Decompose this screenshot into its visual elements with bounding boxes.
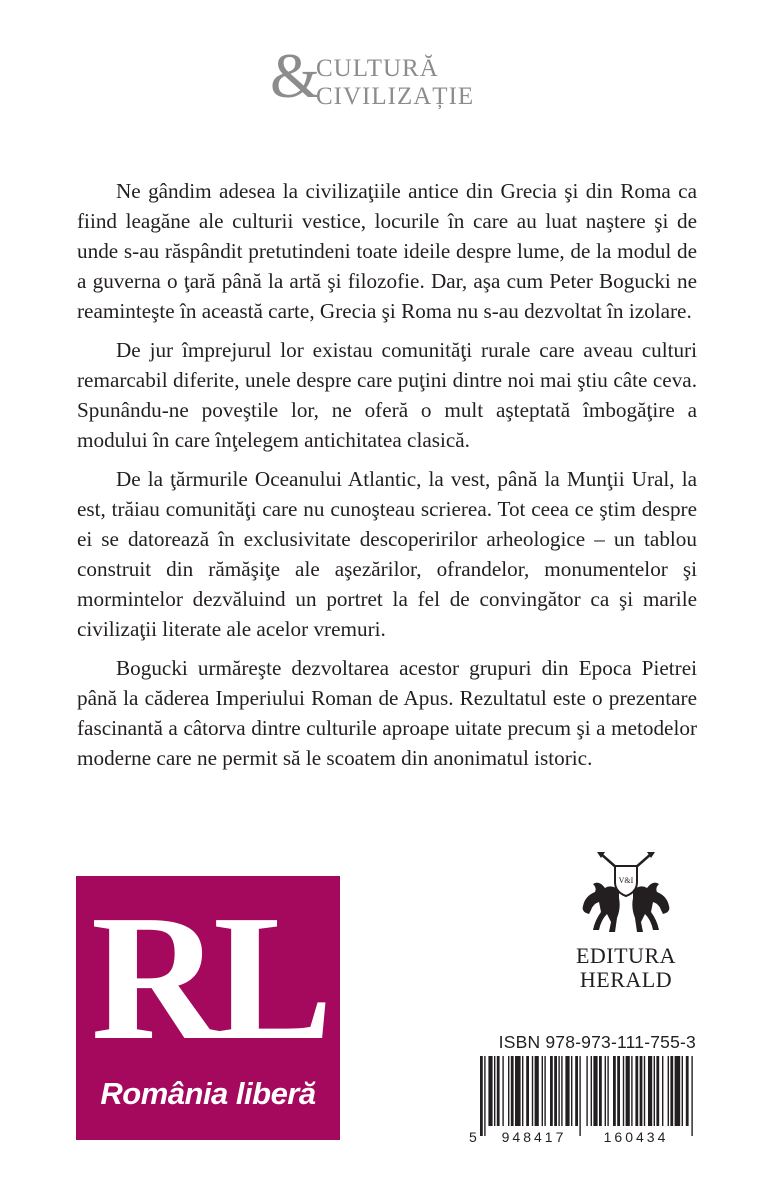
series-ampersand: & [270, 40, 320, 111]
barcode-bar [640, 1056, 643, 1126]
blurb-paragraph-2: De jur împrejurul lor existau comunităţi rurale care aveau culturi remarcabil diferite, unele despre care puţini dintre noi mai ştiu câte ceva. Spunându-ne poveştile lor, ne oferă o mult aşteptată îmbogăţire a modului în care înţelegem antichitatea clasică. [77, 338, 697, 452]
barcode-bar [644, 1056, 645, 1126]
barcode-bar [613, 1056, 616, 1126]
barcode-bar [675, 1056, 681, 1126]
barcode-bar [591, 1056, 592, 1126]
barcode-bar [542, 1056, 543, 1126]
series-title-line2: CIVILIZAȚIE [316, 83, 475, 110]
barcode-bar [497, 1056, 500, 1126]
barcode-bar [502, 1056, 503, 1126]
rl-logo-name: România liberă [100, 1076, 316, 1111]
publisher-name-line2: HERALD [579, 967, 673, 992]
barcode-bar [670, 1056, 673, 1126]
barcode-bar [623, 1056, 624, 1126]
back-cover-blurb [77, 176, 697, 782]
publisher-logo [556, 850, 696, 995]
barcode-bar [480, 1056, 483, 1136]
barcode-digit-lead: 5 [469, 1129, 477, 1144]
barcode-bar [526, 1056, 529, 1126]
blurb-paragraph-3: De la ţărmurile Oceanului Atlantic, la vest, până la Munţii Ural, la est, trăiau comunităţi care nu cunoşteau scrierea. Tot ceea ce ştim despre ei se datorează în exclusivitate descoperirilor arheologice – un tablou construit din rămăşiţe ale aşezărilor, ofrandelor, monumentelor şi mormintelor dezvăluind un portret la fel de convingător ca şi marile civilizaţii literate ale acelor vremuri. [77, 467, 697, 641]
barcode-bar [656, 1056, 659, 1126]
barcode-digits-left: 948417 [501, 1129, 567, 1144]
barcode-bar [682, 1056, 683, 1126]
barcode-bar [494, 1056, 495, 1126]
barcode-bar [691, 1056, 692, 1136]
barcode-bar [484, 1056, 485, 1136]
barcode-bar [544, 1056, 545, 1126]
barcode-bar [554, 1056, 557, 1126]
barcode-bar [550, 1056, 553, 1126]
barcode-bar [579, 1056, 580, 1136]
barcode-bar [635, 1056, 638, 1126]
barcode-bar [617, 1056, 620, 1126]
barcode-bar [575, 1056, 578, 1126]
blurb-paragraph-4: Bogucki urmăreşte dezvoltarea acestor grupuri din Epoca Pietrei până la căderea Imperiului Roman de Apus. Rezultatul este o prezentare fascinantă a câtorva dintre culturile aproape uitate precum şi a metodelor moderne care ne permit să le scoatem din anonimatul istoric. [77, 656, 697, 770]
publisher-emblem-icon [571, 850, 681, 940]
barcode-bar [593, 1056, 597, 1126]
barcode-bar [607, 1056, 608, 1126]
barcode-bar [532, 1056, 533, 1126]
barcode-bar [605, 1056, 606, 1126]
barcode-bar [662, 1056, 663, 1126]
barcode-bar [508, 1056, 509, 1126]
publisher-name [556, 944, 696, 992]
blurb-paragraph-1: Ne gândim adesea la civilizaţiile antice din Grecia şi din Roma ca fiind leagăne ale culturii vestice, locurile în care au luat naştere şi de unde s-au răspândit pretutindeni toate ideile despre lume, de la modul de a guverna o ţară până la artă şi filozofie. Dar, aşa cum Peter Bogucki ne reaminteşte în această carte, Grecia şi Roma nu s-au dezvoltat în izolare. [77, 179, 697, 323]
barcode-bar [522, 1056, 523, 1126]
barcode-bar [571, 1056, 572, 1126]
barcode-bar [561, 1056, 562, 1126]
barcode-bar [648, 1056, 652, 1126]
barcode-digits-right: 160434 [603, 1129, 669, 1144]
barcode-bars [480, 1056, 693, 1136]
barcode-bar [599, 1056, 602, 1126]
barcode-bar [515, 1056, 521, 1126]
barcode-bar [626, 1056, 630, 1126]
barcode-bar [558, 1056, 559, 1126]
isbn-label: ISBN 978-973-111-755-3 [498, 1032, 696, 1052]
romania-libera-logo [76, 876, 340, 1140]
barcode-bar [668, 1056, 669, 1126]
barcode-bar [654, 1056, 655, 1126]
barcode [466, 1056, 698, 1144]
rl-logo-letters: RL [90, 878, 326, 1077]
barcode-bar [511, 1056, 514, 1126]
barcode-bar [535, 1056, 539, 1126]
publisher-emblem-text: V&I [618, 876, 634, 885]
barcode-bar [488, 1056, 492, 1126]
series-logo [270, 40, 500, 114]
barcode-bar [586, 1056, 587, 1126]
barcode-bar [686, 1056, 689, 1126]
series-title-line1: CULTURĂ [316, 55, 439, 82]
publisher-name-line1: EDITURA [575, 943, 677, 968]
barcode-bar [631, 1056, 632, 1126]
barcode-bar [565, 1056, 569, 1126]
